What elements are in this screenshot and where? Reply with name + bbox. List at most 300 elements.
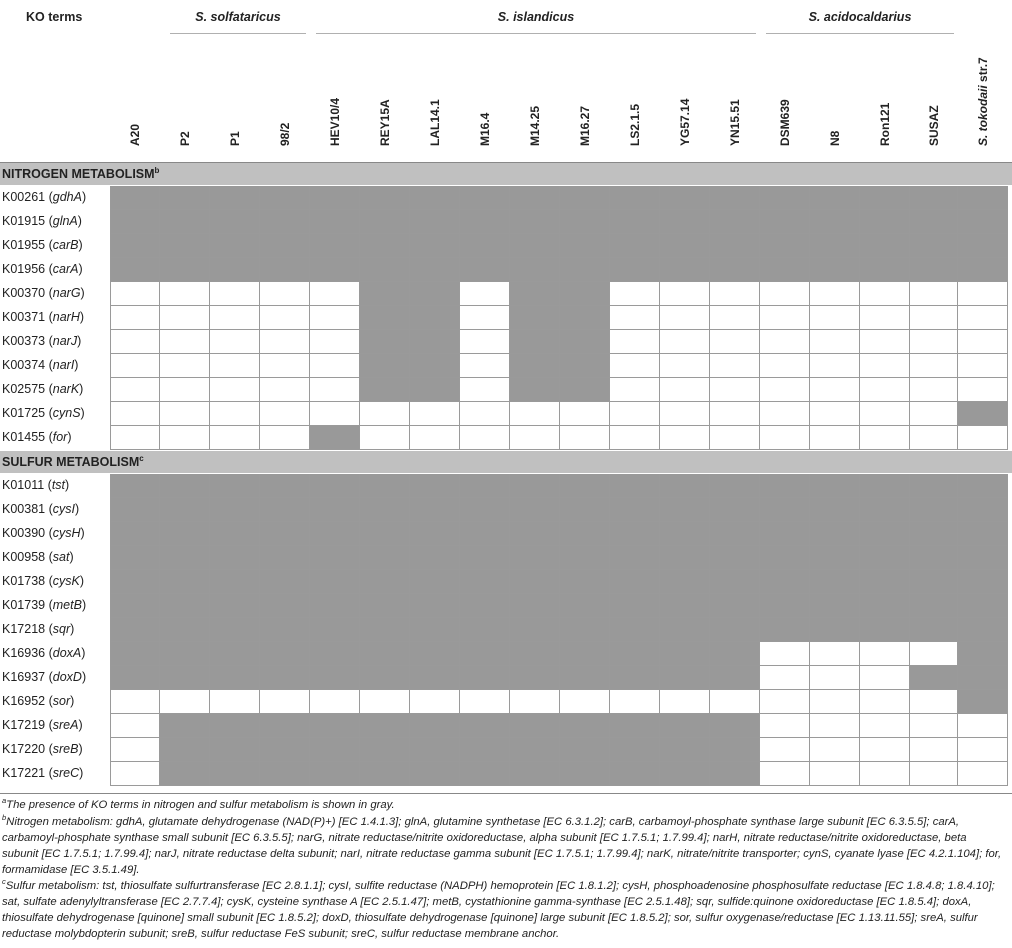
presence-cell-present (710, 570, 760, 594)
ko-term-label: K00958 (sat) (2, 550, 74, 564)
presence-cell-absent (910, 378, 958, 402)
presence-cell-present (460, 186, 510, 210)
presence-cell-present (410, 762, 460, 786)
presence-cell-present (710, 546, 760, 570)
footnote (2, 878, 1006, 942)
presence-cell-present (660, 738, 710, 762)
presence-cell-present (560, 474, 610, 498)
presence-cell-present (958, 690, 1008, 714)
gene-name: narG (52, 286, 81, 300)
presence-cell-present (310, 618, 360, 642)
presence-cell-present (560, 234, 610, 258)
presence-cell-absent (760, 282, 810, 306)
presence-cell-present (310, 210, 360, 234)
presence-cell-present (410, 378, 460, 402)
presence-cell-present (310, 738, 360, 762)
presence-cell-present (360, 642, 410, 666)
presence-cell-present (310, 642, 360, 666)
presence-cell-absent (460, 426, 510, 450)
presence-cell-present (210, 546, 260, 570)
presence-cell-absent (958, 306, 1008, 330)
presence-cell-absent (810, 282, 860, 306)
ko-term-label: K01915 (glnA) (2, 214, 82, 228)
presence-cell-present (360, 282, 410, 306)
presence-cell-present (560, 306, 610, 330)
strain-header: N8 (828, 130, 842, 146)
presence-cell-present (958, 522, 1008, 546)
presence-cell-present (660, 498, 710, 522)
presence-cell-absent (710, 402, 760, 426)
presence-cell-present (110, 498, 160, 522)
presence-cell-present (260, 618, 310, 642)
presence-cell-present (610, 258, 660, 282)
ko-id: K17219 (2, 718, 46, 732)
presence-cell-absent (260, 330, 310, 354)
presence-cell-present (610, 234, 660, 258)
presence-cell-present (410, 642, 460, 666)
presence-cell-absent (110, 690, 160, 714)
presence-cell-present (860, 570, 910, 594)
presence-cell-present (860, 522, 910, 546)
presence-cell-present (910, 210, 958, 234)
presence-cell-present (560, 498, 610, 522)
presence-cell-absent (260, 690, 310, 714)
presence-cell-present (360, 594, 410, 618)
gene-name: doxA (52, 646, 82, 660)
tokodaii-species-text: S. tokodaii (976, 85, 990, 146)
presence-cell-present (110, 642, 160, 666)
presence-cell-absent (760, 690, 810, 714)
presence-cell-absent (760, 426, 810, 450)
presence-cell-present (460, 738, 510, 762)
presence-cell-present (110, 546, 160, 570)
gene-name: narI (52, 358, 75, 372)
presence-cell-absent (810, 714, 860, 738)
strain-header: 98/2 (278, 122, 292, 146)
presence-cell-present (360, 498, 410, 522)
presence-cell-absent (410, 426, 460, 450)
presence-cell-absent (710, 426, 760, 450)
presence-cell-present (810, 258, 860, 282)
presence-cell-absent (710, 378, 760, 402)
species-group-rule (316, 33, 756, 34)
presence-cell-present (460, 570, 510, 594)
strain-header: REY15A (378, 99, 392, 146)
presence-cell-present (760, 546, 810, 570)
presence-cell-present (510, 546, 560, 570)
presence-cell-absent (760, 378, 810, 402)
presence-cell-absent (958, 282, 1008, 306)
ko-term-label: K17219 (sreA) (2, 718, 83, 732)
presence-cell-present (160, 258, 210, 282)
presence-cell-present (560, 330, 610, 354)
presence-cell-absent (310, 330, 360, 354)
ko-id: K00261 (2, 190, 46, 204)
presence-cell-absent (760, 306, 810, 330)
presence-cell-present (160, 234, 210, 258)
presence-cell-absent (910, 762, 958, 786)
gene-name: tst (51, 478, 66, 492)
ko-id: K17221 (2, 766, 46, 780)
presence-cell-present (310, 522, 360, 546)
presence-cell-present (510, 258, 560, 282)
presence-cell-present (760, 522, 810, 546)
presence-cell-absent (860, 738, 910, 762)
presence-cell-absent (360, 426, 410, 450)
presence-cell-present (410, 354, 460, 378)
presence-cell-present (610, 666, 660, 690)
presence-cell-present (860, 258, 910, 282)
presence-cell-present (160, 210, 210, 234)
presence-cell-present (958, 618, 1008, 642)
presence-cell-present (510, 522, 560, 546)
presence-cell-present (260, 762, 310, 786)
presence-cell-absent (110, 354, 160, 378)
presence-cell-absent (110, 738, 160, 762)
presence-cell-absent (410, 690, 460, 714)
species-group-label: S. acidocaldarius (808, 10, 912, 24)
presence-cell-absent (210, 330, 260, 354)
ko-id: K00373 (2, 334, 46, 348)
presence-cell-present (510, 762, 560, 786)
presence-cell-present (910, 546, 958, 570)
presence-cell-present (610, 474, 660, 498)
presence-cell-absent (460, 306, 510, 330)
ko-id: K01725 (2, 406, 46, 420)
presence-cell-absent (210, 282, 260, 306)
ko-id: K00374 (2, 358, 46, 372)
strain-header: M14.25 (528, 105, 542, 146)
presence-cell-present (810, 210, 860, 234)
gene-name: sreA (52, 718, 79, 732)
presence-cell-present (910, 594, 958, 618)
footnote-mark: a (2, 796, 7, 806)
presence-cell-absent (310, 690, 360, 714)
ko-term-label: K01725 (cynS) (2, 406, 85, 420)
presence-cell-present (310, 594, 360, 618)
presence-cell-present (560, 186, 610, 210)
section-footnote-mark: c (139, 453, 144, 463)
presence-cell-absent (910, 714, 958, 738)
presence-cell-absent (360, 690, 410, 714)
species-group-label: S. solfataricus (195, 10, 281, 24)
presence-cell-present (160, 474, 210, 498)
presence-cell-present (958, 234, 1008, 258)
presence-cell-present (310, 714, 360, 738)
presence-cell-absent (510, 426, 560, 450)
presence-cell-present (410, 474, 460, 498)
ko-id: K01915 (2, 214, 46, 228)
presence-cell-absent (110, 378, 160, 402)
presence-cell-absent (160, 330, 210, 354)
presence-cell-absent (210, 306, 260, 330)
presence-cell-present (660, 546, 710, 570)
presence-cell-absent (560, 690, 610, 714)
presence-cell-present (660, 618, 710, 642)
presence-cell-present (460, 618, 510, 642)
presence-cell-present (760, 474, 810, 498)
footnote-text: Sulfur metabolism: tst, thiosulfate sulfurtransferase [EC 2.8.1.1]; cysI, sulfite reductase (NADPH) hemoprotein [EC 1.8.1.2]; cysH, phosphoadenosine phosphosulfate reductase [EC 1.8.4.8; 1.8.4.10]; sat, sulfate adenylyltransferase [EC 2.7.7.4]; cysK, cysteine synthase A [EC 2.5.1.47]; metB, cystathionine gamma-synthase [EC 2.5.1.48]; sqr, sulfide:quinone oxidoreductase [EC 1.8.5.4]; doxA, thiosulfate dehydrogenase [quinone] small subunit [EC 1.8.5.2]; doxD, thiosulfate dehydrogenase [quinone] large subunit [EC 1.8.5.2]; sor, sulfur oxygenase/reductase [EC 1.13.11.55]; sreA, sulfur reductase molybdopterin subunit; sreB, sulfur reductase FeS subunit; sreC, sulfur reductase membrane anchor. (2, 880, 995, 940)
strain-header: P1 (228, 131, 242, 146)
gene-name: gdhA (52, 190, 82, 204)
presence-cell-present (360, 666, 410, 690)
presence-cell-absent (810, 402, 860, 426)
gene-name: sreC (52, 766, 80, 780)
presence-cell-absent (660, 306, 710, 330)
presence-cell-present (710, 210, 760, 234)
presence-cell-absent (860, 402, 910, 426)
presence-cell-present (110, 234, 160, 258)
presence-cell-absent (958, 354, 1008, 378)
presence-cell-present (160, 570, 210, 594)
presence-cell-present (660, 522, 710, 546)
strain-header: YG57.14 (678, 98, 692, 146)
presence-cell-present (760, 618, 810, 642)
presence-cell-present (660, 258, 710, 282)
presence-cell-present (510, 474, 560, 498)
presence-cell-present (958, 594, 1008, 618)
ko-id: K01956 (2, 262, 46, 276)
presence-cell-absent (160, 426, 210, 450)
presence-cell-present (260, 738, 310, 762)
presence-cell-absent (910, 426, 958, 450)
presence-cell-present (860, 234, 910, 258)
presence-cell-present (760, 186, 810, 210)
presence-cell-absent (860, 306, 910, 330)
ko-id: K16937 (2, 670, 46, 684)
ko-term-label: K01455 (for) (2, 430, 72, 444)
presence-cell-present (610, 714, 660, 738)
presence-cell-present (510, 618, 560, 642)
presence-cell-absent (860, 282, 910, 306)
presence-cell-present (260, 714, 310, 738)
presence-cell-present (560, 666, 610, 690)
gene-name: carA (52, 262, 79, 276)
presence-cell-present (310, 258, 360, 282)
presence-cell-present (510, 570, 560, 594)
strain-header: P2 (178, 131, 192, 146)
ko-id: K02575 (2, 382, 46, 396)
section-header (0, 163, 1012, 185)
presence-cell-present (160, 642, 210, 666)
presence-cell-present (510, 306, 560, 330)
presence-cell-present (910, 522, 958, 546)
presence-cell-absent (860, 714, 910, 738)
presence-cell-absent (160, 402, 210, 426)
section-footnote-mark: b (154, 165, 160, 175)
presence-cell-present (710, 186, 760, 210)
presence-cell-absent (810, 690, 860, 714)
presence-cell-present (510, 498, 560, 522)
presence-cell-present (110, 570, 160, 594)
presence-cell-present (958, 474, 1008, 498)
presence-cell-present (160, 522, 210, 546)
presence-cell-present (360, 210, 410, 234)
presence-cell-present (710, 522, 760, 546)
presence-cell-present (310, 426, 360, 450)
ko-term-label: K00261 (gdhA) (2, 190, 87, 204)
presence-cell-present (410, 234, 460, 258)
presence-cell-present (560, 762, 610, 786)
presence-cell-present (660, 666, 710, 690)
presence-cell-absent (660, 330, 710, 354)
presence-cell-present (460, 546, 510, 570)
strain-header: LS2.1.5 (628, 103, 642, 146)
presence-cell-present (710, 258, 760, 282)
presence-cell-absent (910, 402, 958, 426)
presence-cell-present (360, 738, 410, 762)
presence-cell-present (360, 714, 410, 738)
presence-cell-present (460, 714, 510, 738)
presence-cell-present (460, 210, 510, 234)
presence-cell-present (210, 570, 260, 594)
ko-term-label: K00373 (narJ) (2, 334, 82, 348)
presence-cell-absent (860, 690, 910, 714)
presence-cell-present (710, 666, 760, 690)
presence-cell-present (760, 234, 810, 258)
footnote-mark: c (2, 877, 6, 887)
presence-cell-present (510, 354, 560, 378)
presence-cell-absent (910, 330, 958, 354)
presence-cell-absent (210, 354, 260, 378)
presence-cell-present (560, 210, 610, 234)
presence-cell-absent (110, 714, 160, 738)
presence-cell-present (560, 282, 610, 306)
presence-cell-absent (810, 306, 860, 330)
strain-header: HEV10/4 (328, 97, 342, 146)
presence-cell-present (160, 714, 210, 738)
presence-cell-present (560, 570, 610, 594)
presence-cell-absent (360, 402, 410, 426)
presence-cell-present (260, 666, 310, 690)
presence-cell-present (760, 498, 810, 522)
presence-cell-present (260, 642, 310, 666)
presence-cell-present (710, 474, 760, 498)
presence-cell-present (510, 186, 560, 210)
presence-cell-absent (760, 354, 810, 378)
presence-cell-present (310, 474, 360, 498)
gene-name: narH (52, 310, 80, 324)
presence-cell-absent (710, 282, 760, 306)
gene-name: cynS (52, 406, 81, 420)
presence-cell-present (360, 330, 410, 354)
presence-cell-present (860, 210, 910, 234)
presence-cell-absent (660, 426, 710, 450)
presence-cell-absent (260, 306, 310, 330)
presence-cell-present (360, 306, 410, 330)
section-title: SULFUR METABOLISM (2, 455, 140, 469)
presence-cell-present (710, 762, 760, 786)
presence-cell-absent (610, 690, 660, 714)
gene-name: sat (52, 550, 70, 564)
presence-cell-present (860, 594, 910, 618)
presence-cell-present (410, 330, 460, 354)
presence-cell-absent (760, 642, 810, 666)
presence-cell-present (958, 210, 1008, 234)
presence-cell-absent (958, 330, 1008, 354)
presence-cell-present (610, 594, 660, 618)
presence-cell-present (260, 234, 310, 258)
presence-cell-absent (110, 330, 160, 354)
presence-cell-present (460, 594, 510, 618)
presence-cell-present (958, 258, 1008, 282)
ko-term-label: K00370 (narG) (2, 286, 85, 300)
presence-cell-absent (160, 306, 210, 330)
presence-cell-present (860, 498, 910, 522)
strain-header: DSM639 (778, 99, 792, 146)
presence-cell-present (810, 186, 860, 210)
presence-cell-present (910, 498, 958, 522)
presence-cell-absent (410, 402, 460, 426)
presence-cell-present (660, 570, 710, 594)
species-group-rule (170, 33, 306, 34)
presence-cell-present (260, 594, 310, 618)
presence-cell-absent (810, 762, 860, 786)
presence-cell-present (560, 546, 610, 570)
ko-term-label: K16937 (doxD) (2, 670, 87, 684)
presence-cell-present (210, 474, 260, 498)
presence-cell-present (510, 642, 560, 666)
presence-cell-absent (610, 354, 660, 378)
presence-cell-present (210, 618, 260, 642)
presence-cell-present (760, 570, 810, 594)
section-header (0, 451, 1012, 473)
presence-cell-present (460, 474, 510, 498)
ko-term-label: K01739 (metB) (2, 598, 87, 612)
presence-cell-absent (260, 354, 310, 378)
presence-cell-present (710, 618, 760, 642)
gene-name: metB (52, 598, 82, 612)
presence-cell-absent (660, 354, 710, 378)
presence-cell-present (660, 642, 710, 666)
presence-cell-present (410, 618, 460, 642)
ko-id: K01738 (2, 574, 46, 588)
ko-term-label: K00390 (cysH) (2, 526, 85, 540)
presence-cell-present (460, 522, 510, 546)
ko-id: K17218 (2, 622, 46, 636)
presence-cell-present (560, 642, 610, 666)
presence-cell-present (110, 666, 160, 690)
presence-cell-present (510, 210, 560, 234)
table-bottom-rule (0, 793, 1012, 794)
ko-id: K00371 (2, 310, 46, 324)
presence-cell-present (210, 522, 260, 546)
presence-cell-present (210, 642, 260, 666)
ko-id: K01955 (2, 238, 46, 252)
presence-cell-present (260, 258, 310, 282)
presence-cell-present (760, 258, 810, 282)
presence-cell-absent (110, 282, 160, 306)
presence-cell-present (310, 234, 360, 258)
ko-term-label: K16952 (sor) (2, 694, 75, 708)
presence-cell-present (460, 498, 510, 522)
presence-cell-absent (110, 762, 160, 786)
presence-cell-present (210, 186, 260, 210)
presence-cell-absent (860, 666, 910, 690)
presence-cell-present (810, 474, 860, 498)
presence-cell-absent (560, 426, 610, 450)
presence-cell-present (910, 666, 958, 690)
presence-cell-absent (310, 354, 360, 378)
presence-cell-present (910, 618, 958, 642)
presence-cell-present (710, 234, 760, 258)
presence-cell-present (410, 594, 460, 618)
presence-cell-present (810, 570, 860, 594)
presence-cell-absent (760, 738, 810, 762)
presence-cell-present (110, 210, 160, 234)
presence-cell-absent (610, 378, 660, 402)
presence-cell-present (860, 546, 910, 570)
